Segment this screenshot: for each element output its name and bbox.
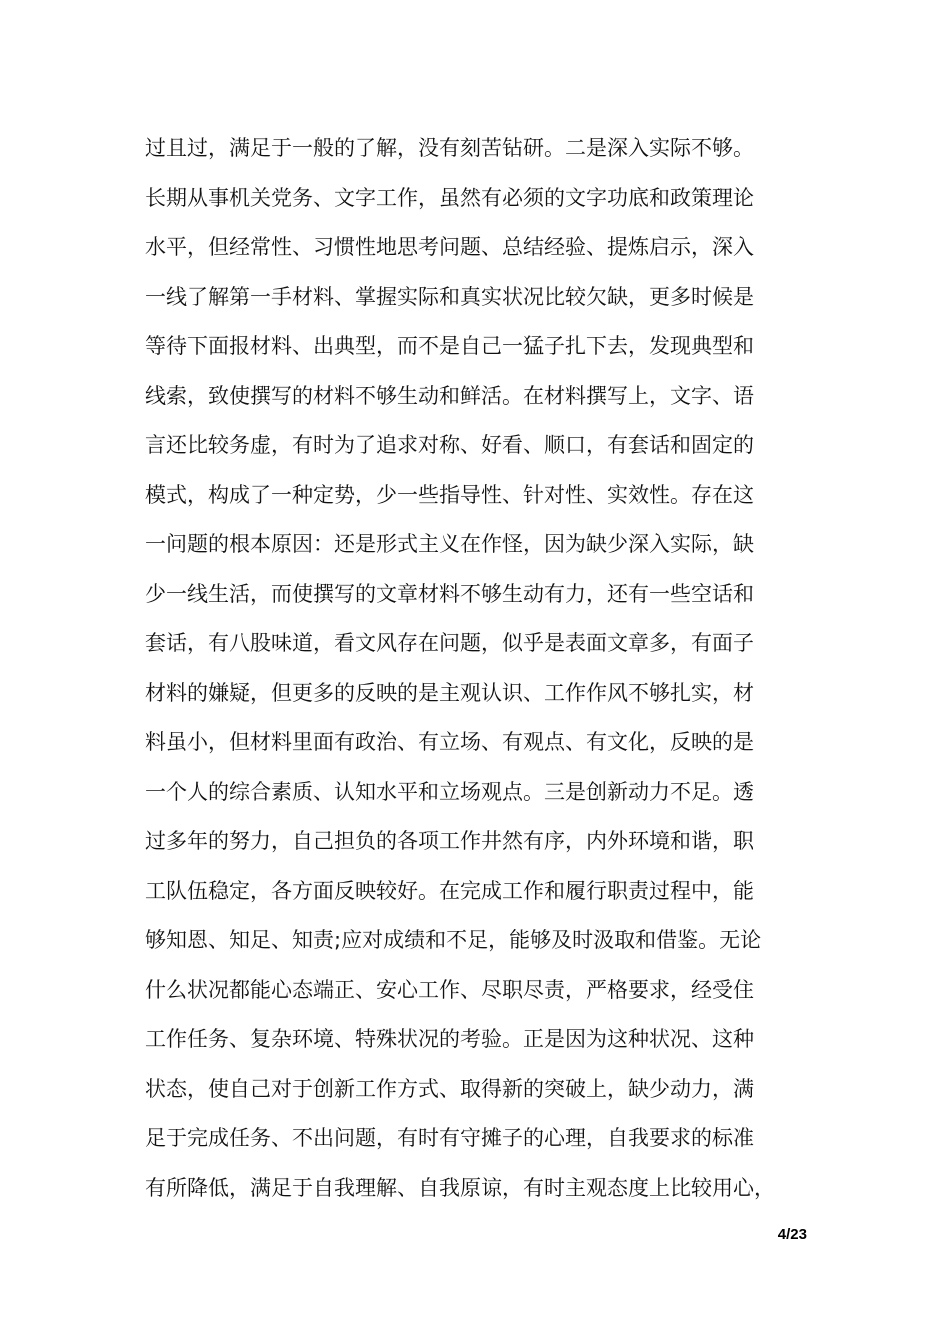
text-line: 够知恩、知足、知责;应对成绩和不足，能够及时汲取和借鉴。无论	[145, 928, 762, 952]
text-line: 套话，有八股味道，看文风存在问题，似乎是表面文章多，有面子	[145, 631, 754, 655]
text-line: 过且过，满足于一般的了解，没有刻苦钻研。二是深入实际不够。	[145, 136, 754, 160]
text-line: 等待下面报材料、出典型，而不是自己一猛子扎下去，发现典型和	[145, 334, 754, 358]
text-line: 状态，使自己对于创新工作方式、取得新的突破上，缺少动力，满	[145, 1076, 754, 1101]
text-line: 少一线生活，而使撰写的文章材料不够生动有力，还有一些空话和	[145, 581, 754, 606]
page-number: 4/23	[777, 1226, 807, 1243]
text-line: 过多年的努力，自己担负的各项工作井然有序，内外环境和谐，职	[145, 829, 754, 853]
text-line: 足于完成任务、不出问题，有时有守摊子的心理，自我要求的标准	[145, 1126, 754, 1150]
body-text	[145, 127, 805, 1216]
text-line: 工队伍稳定，各方面反映较好。在完成工作和履行职责过程中，能	[145, 878, 754, 903]
text-line: 模式，构成了一种定势，少一些指导性、针对性、实效性。存在这	[145, 482, 754, 507]
text-line: 什么状况都能心态端正、安心工作、尽职尽责，严格要求，经受住	[145, 977, 754, 1002]
text-line: 一线了解第一手材料、掌握实际和真实状况比较欠缺，更多时候是	[145, 284, 754, 309]
text-line: 一个人的综合素质、认知水平和立场观点。三是创新动力不足。透	[145, 779, 754, 804]
text-line: 言还比较务虚，有时为了追求对称、好看、顺口，有套话和固定的	[145, 433, 754, 457]
text-line: 材料的嫌疑，但更多的反映的是主观认识、工作作风不够扎实，材	[145, 680, 754, 705]
text-line: 料虽小，但材料里面有政治、有立场、有观点、有文化，反映的是	[145, 730, 754, 754]
text-line: 一问题的根本原因：还是形式主义在作怪，因为缺少深入实际，缺	[145, 532, 754, 556]
text-line: 工作任务、复杂环境、特殊状况的考验。正是因为这种状况、这种	[145, 1027, 754, 1051]
text-line: 线索，致使撰写的材料不够生动和鲜活。在材料撰写上，文字、语	[145, 383, 754, 408]
text-line: 有所降低，满足于自我理解、自我原谅，有时主观态度上比较用心，	[145, 1175, 775, 1200]
text-line: 水平，但经常性、习惯性地思考问题、总结经验、提炼启示，深入	[145, 235, 754, 259]
text-line: 长期从事机关党务、文字工作，虽然有必须的文字功底和政策理论	[145, 185, 754, 210]
